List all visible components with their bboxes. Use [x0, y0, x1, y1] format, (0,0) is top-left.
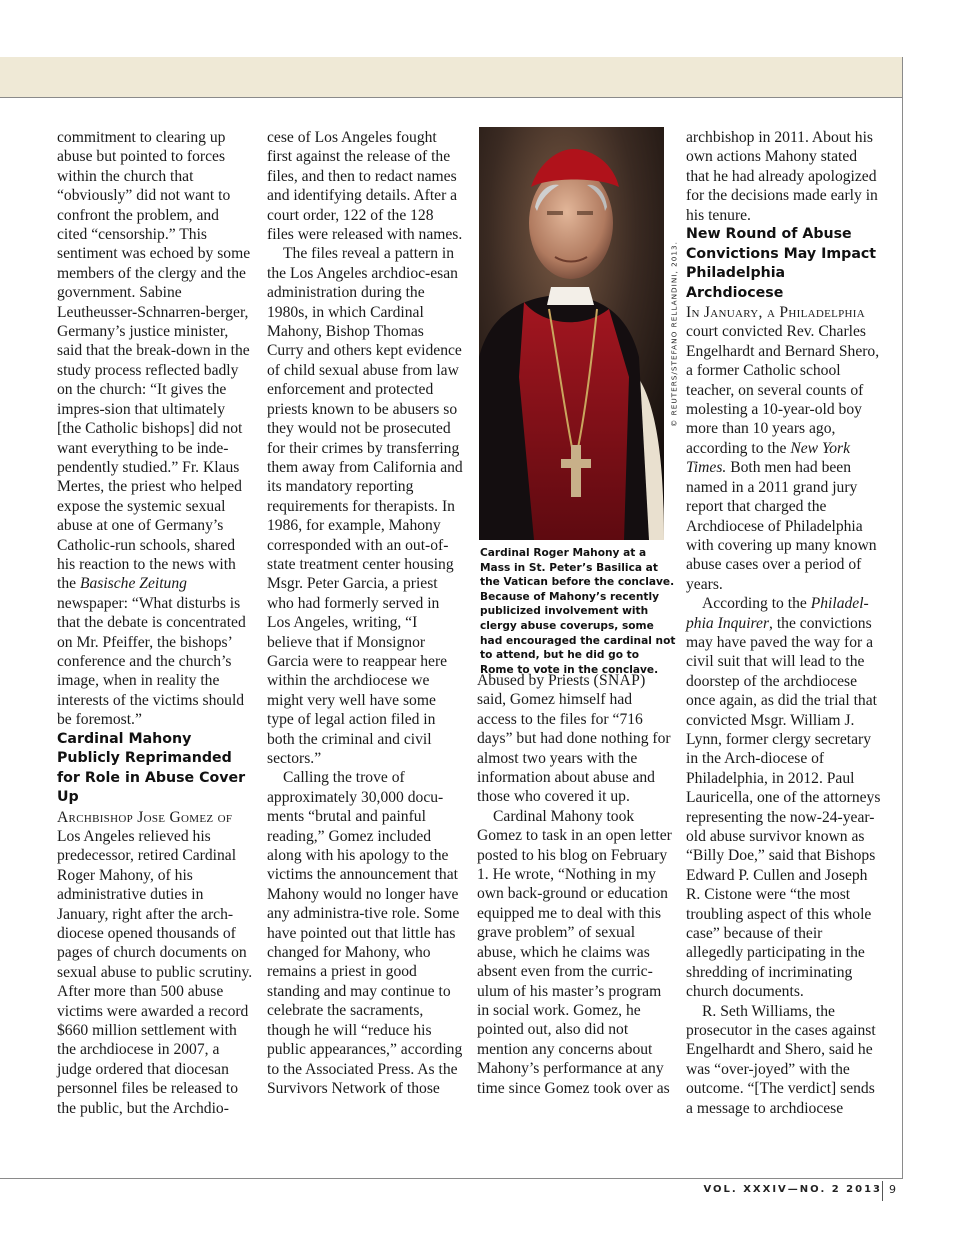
paragraph: cese of Los Angeles fought first against the release of the files, and then to redact names and identifying details. After a court order, 122 of the 128 files were released with names. — [267, 129, 463, 244]
publication-name: New York Times. — [686, 439, 851, 477]
paragraph: The files reveal a pattern in the Los Angeles archdioc-esan administration during the 1980s, in which Cardinal Mahony, Bishop Thomas Curry and others kept evidence of child sexual abuse from law enforcement and protected priests known to be abusers so they would not be prosecuted for their crimes by transferring them away from California and its mandatory reporting requirements for therapists. In 1986, for example, Mahony corresponded with an out-of-state treatment center housing Msgr. Peter Garcia, a priest who had formerly served in Los Angeles, writing, “I believe that if Monsignor Garcia were to reappear here within the archdiocese we might very well have some type of legal action filed in both the criminal and civil sectors.” — [267, 245, 463, 767]
paragraph: R. Seth Williams, the prosecutor in the cases against Engelhardt and Shero, said he was “over-joyed” with the outcome. “[The verdict] sends a message to archdiocese — [686, 1002, 876, 1117]
photo-caption: Cardinal Roger Mahony at a Mass in St. Peter’s Basilica at the Vatican before the conclave. Because of Mahony’s recently publicized involvement with clergy abuse coverups, some had encouraged the cardinal not to attend, but he did go to Rome to vote in the conclave. — [480, 547, 676, 676]
article-column-2 — [267, 128, 463, 1098]
page-number: 9 — [889, 1183, 896, 1196]
paragraph: In January, a Philadelphia court convicted Rev. Charles Engelhardt and Bernard Shero, a former Catholic school teacher, on several counts of molesting a 10-year-old boy more than 10 years ago, according to the New York Times. Both men had been named in a 2011 grand jury report that charged the Archdiocese of Philadelphia with covering up many known abuse cases over a period of years. — [686, 304, 880, 593]
paragraph: Abused by Priests (SNAP) said, Gomez himself had access to the files for “716 days” but had done nothing for almost two years with the information about abuse and those who covered it up. — [477, 672, 671, 806]
paragraph: commitment to clearing up abuse but pointed to forces within the church that “obviously” did not want to confront the problem, and cited “censorship.” This sentiment was echoed by some members of the clergy and the government. Sabine Leutheusser-Schnarren-berger, Germany’s justice minister, said that the break-down in the study process reflected badly on the church: “It gives the impres-sion that ultimately [the Catholic bishops] did not want everything to be inde-pendently studied.” Fr. Klaus Mertes, the priest who helped expose the systemic sexual abuse at one of Germany’s Catholic-run schools, shared his reaction to the news with the Basische Zeitung newspaper: “What disturbs is that the debate is concentrated on Mr. Pfeiffer, the bishops’ conference and the church’s image, when in reality the interests of the victims should be foremost.” — [57, 129, 251, 729]
photo-credit: © REUTERS/STEFANO RELLANDINI, 2013. — [669, 240, 679, 427]
paragraph: According to the Philadel-phia Inquirer, the convictions may have paved the way for a civil suit that will lead to the doorstep of the archdiocese once again, as did the trial that convicted Msgr. William J. Lynn, former clergy secretary in the Arch-diocese of Philadelphia, in 2012. Paul Lauricella, one of the attorneys representing the now-24-year-old abuse survivor known as “Billy Doe,” said that Bishops Edward P. Cullen and Joseph R. Cistone were “the most troubling aspect of this whole case” because of their allegedly participating in the shredding of incriminating church documents. — [686, 595, 881, 1001]
article-column-1 — [57, 128, 253, 1118]
section-heading: New Round of Abuse Convictions May Impact Philadelphia Archdiocese — [686, 226, 877, 301]
paragraph: Cardinal Mahony took Gomez to task in an open letter posted to his blog on February 1. He wrote, “Nothing in my own back-ground or education equipped me to deal with this grave problem” of sexual abuse, which he claims was absent even from the curric-ulum of his master’s program in social work. Gomez, he pointed out, also did not mention any concerns about Mahony’s performance at any time since Gomez took over as — [477, 807, 672, 1097]
publication-name: Basische Zeitung — [79, 575, 187, 593]
cardinal-photo — [479, 127, 664, 540]
frame-rule-top — [0, 97, 902, 98]
frame-rule-bottom — [0, 1178, 903, 1179]
lead-in: In January, a Philadelphia — [686, 304, 865, 322]
section-heading: Cardinal Mahony Publicly Reprimanded for Role in Abuse Cover Up — [57, 730, 246, 806]
article-column-3 — [477, 671, 673, 1098]
paragraph: archbishop in 2011. About his own actions Mahony stated that he had already apologized for the decisions made early in his tenure. — [686, 129, 878, 224]
acronym: (SNAP) — [593, 672, 646, 689]
article-column-4 — [686, 128, 882, 1118]
paragraph: Archbishop Jose Gomez of Los Angeles relieved his predecessor, retired Cardinal Roger Mahony, of his administrative duties in January, right after the arch-diocese opened thousands of pages of church documents on sexual abuse to public scrutiny. After more than 500 abuse victims were awarded a record $660 million settlement with the archdiocese in 2007, a judge ordered that diocesan personnel files be released to the public, but the Archdio- — [57, 808, 253, 1117]
frame-rule-right — [902, 57, 903, 1179]
lead-in: Archbishop Jose Gomez of — [57, 808, 233, 826]
header-band — [0, 57, 902, 97]
cardinal-portrait-image — [479, 127, 664, 540]
publication-name: Philadel-phia Inquirer — [686, 595, 869, 632]
paragraph: Calling the trove of approximately 30,000 docu-ments “brutal and painful reading,” Gomez included along with his apology to the victims the announcement that Mahony would no longer have any administra-tive role. Some have pointed out that little has changed for Mahony, who remains a priest in good standing and may continue to celebrate the sacraments, though he will “reduce his public appearances,” according to the Associated Press. As the Survivors Network of those — [267, 769, 463, 1097]
footer-divider — [882, 1181, 883, 1201]
issue-info: VOL. XXXIV—NO. 2 2013 — [703, 1184, 882, 1195]
